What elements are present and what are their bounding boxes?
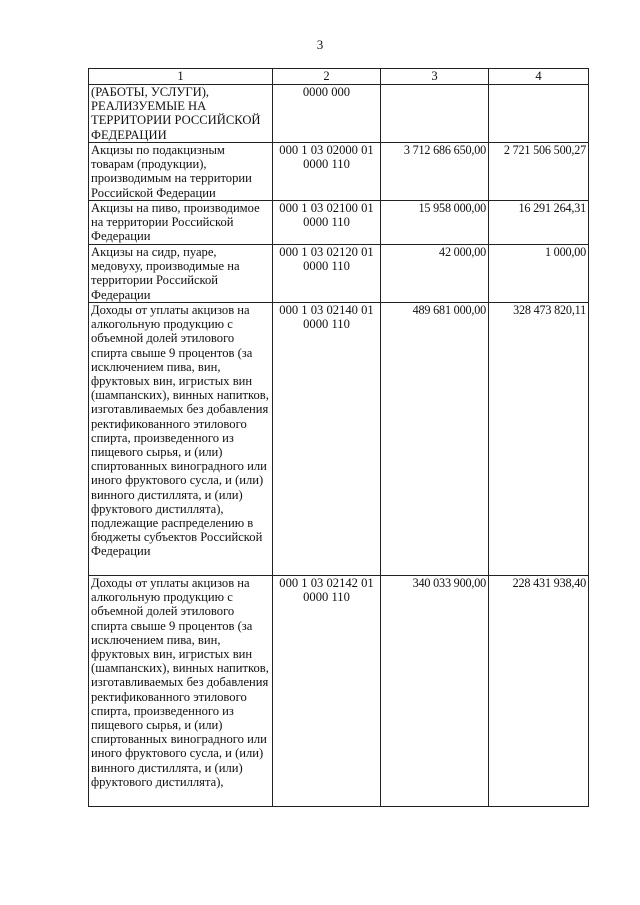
row-code: 000 1 03 02142 01 0000 110	[273, 576, 381, 807]
actual-amount: 228 431 938,40	[512, 576, 586, 590]
row-actual-value	[489, 245, 589, 303]
column-header-3: 3	[381, 69, 489, 85]
row-name: Доходы от уплаты акцизов на алкогольную продукцию с объемной долей этилового спирта свыше 9 процентов (за исключением пива, вин, фруктовых вин, игристых вин (шампанских), винных напитков, изготавливаемых без добавления ректификованного этилового спирта, произведенного из пищевого сырья, и (или) спиртованных виноградного или иного фруктового сусла, и (или) винного дистиллята, и (или) фруктового дистиллята), подлежащие распределению в бюджеты субъектов Российской Федерации	[89, 303, 273, 576]
table-row	[89, 201, 589, 245]
table-row	[89, 143, 589, 201]
row-name: Акцизы на сидр, пуаре, медовуху, производимые на территории Российской Федерации	[89, 245, 273, 303]
row-name: Акцизы по подакцизным товарам (продукции), производимым на территории Российской Федерации	[89, 143, 273, 201]
table-row	[89, 245, 589, 303]
row-plan-value	[381, 85, 489, 143]
actual-amount: 1 000,00	[544, 245, 586, 259]
plan-amount: 489 681 000,00	[412, 303, 486, 317]
row-code: 000 1 03 02120 01 0000 110	[273, 245, 381, 303]
row-plan-value	[381, 245, 489, 303]
column-header-4: 4	[489, 69, 589, 85]
revenue-table	[88, 68, 589, 807]
row-code: 0000 000	[273, 85, 381, 143]
actual-amount: 328 473 820,11	[513, 303, 586, 317]
row-code: 000 1 03 02000 01 0000 110	[273, 143, 381, 201]
table-header-row	[89, 69, 589, 85]
row-plan-value	[381, 576, 489, 807]
row-actual-value	[489, 201, 589, 245]
table-row	[89, 85, 589, 143]
column-header-2: 2	[273, 69, 381, 85]
page-number: 3	[316, 37, 324, 52]
row-actual-value	[489, 85, 589, 143]
row-actual-value	[489, 303, 589, 576]
plan-amount: 15 958 000,00	[418, 201, 486, 215]
actual-amount: 16 291 264,31	[518, 201, 586, 215]
plan-amount: 340 033 900,00	[412, 576, 486, 590]
column-header-1: 1	[89, 69, 273, 85]
row-plan-value	[381, 303, 489, 576]
row-actual-value	[489, 143, 589, 201]
row-name: Доходы от уплаты акцизов на алкогольную продукцию с объемной долей этилового спирта свыше 9 процентов (за исключением пива, вин, фруктовых вин, игристых вин (шампанских), винных напитков, изготавливаемых без добавления ректификованного этилового спирта, произведенного из пищевого сырья, и (или) спиртованных виноградного или иного фруктового сусла, и (или) винного дистиллята, и (или) фруктового дистиллята),	[89, 576, 273, 807]
row-plan-value	[381, 143, 489, 201]
table-row	[89, 303, 589, 576]
row-code: 000 1 03 02140 01 0000 110	[273, 303, 381, 576]
row-plan-value	[381, 201, 489, 245]
plan-amount: 42 000,00	[439, 245, 486, 259]
row-name: (РАБОТЫ, УСЛУГИ), РЕАЛИЗУЕМЫЕ НА ТЕРРИТОРИИ РОССИЙСКОЙ ФЕДЕРАЦИИ	[89, 85, 273, 143]
table-row	[89, 576, 589, 807]
row-code: 000 1 03 02100 01 0000 110	[273, 201, 381, 245]
row-name: Акцизы на пиво, производимое на территории Российской Федерации	[89, 201, 273, 245]
row-actual-value	[489, 576, 589, 807]
actual-amount: 2 721 506 500,27	[503, 143, 586, 157]
plan-amount: 3 712 686 650,00	[403, 143, 486, 157]
